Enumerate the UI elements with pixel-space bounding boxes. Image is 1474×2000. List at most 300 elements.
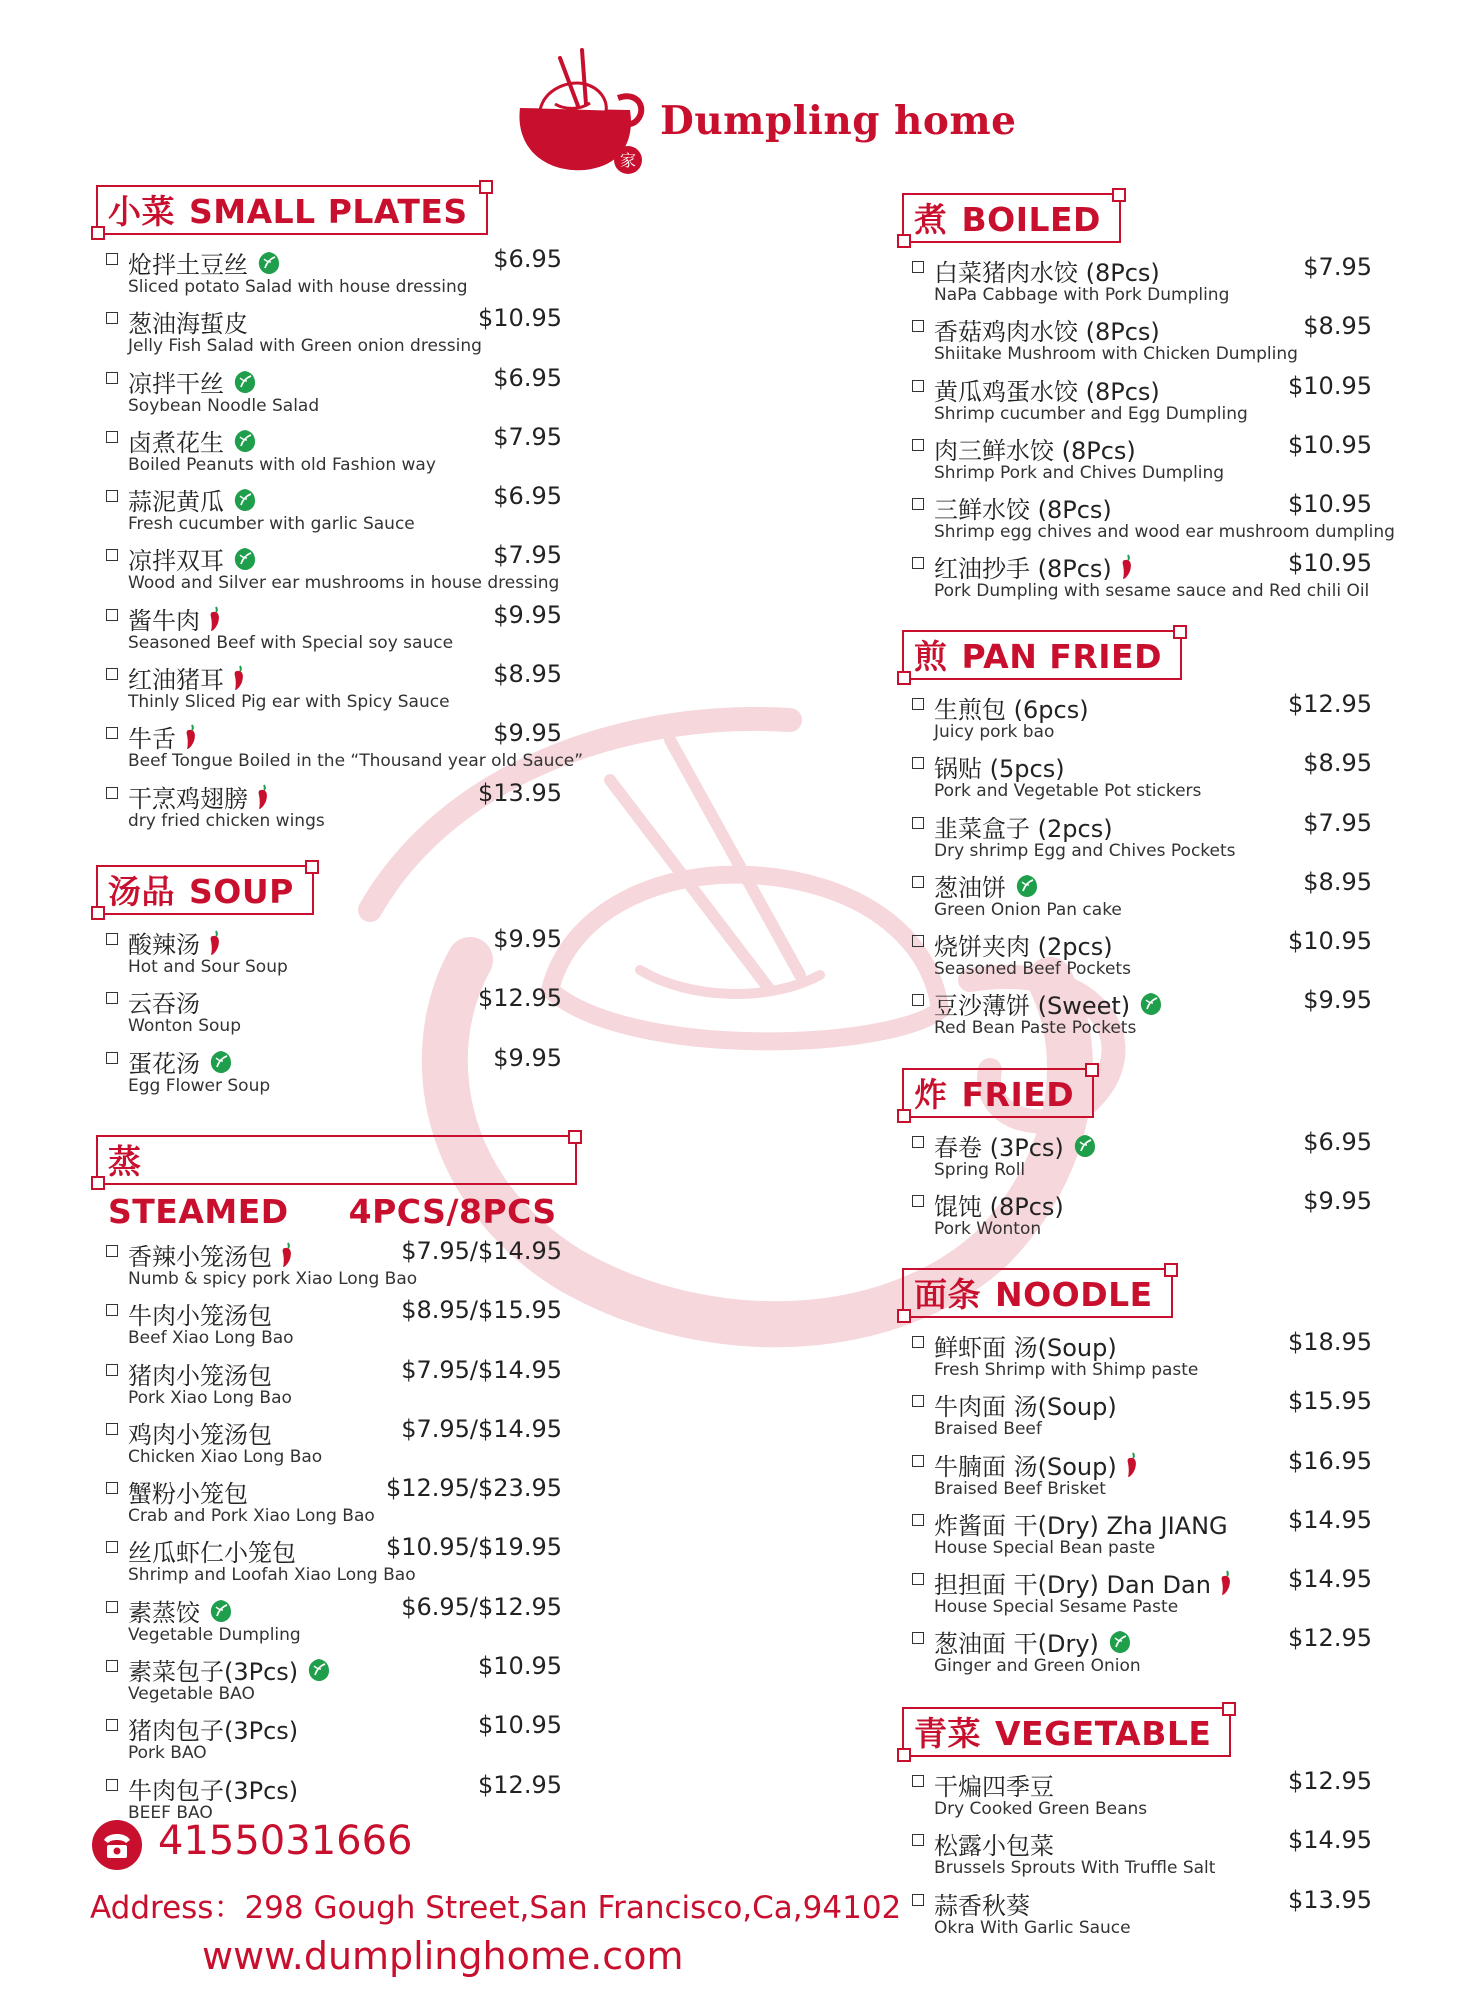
checkbox[interactable] [912,1632,924,1644]
menu-item [96,601,562,660]
logo-char: 家 [619,151,637,170]
section-title-cn: 小菜 [108,192,175,231]
menu-item [902,1506,1372,1565]
header-corner-ornament [91,226,105,240]
item-name-text: 葱油饼 [934,873,1006,902]
section-title-cn: 煎 [914,637,948,676]
menu-item [902,1187,1372,1246]
section-title-cn: 汤品 [108,872,175,911]
item-name-text: 牛腩面 汤(Soup) [934,1452,1117,1481]
section-title-extra: 4PCS/8PCS [348,1192,557,1231]
veg-icon [232,428,258,454]
header-corner-ornament [1164,1263,1178,1277]
item-description: House Special Sesame Paste [934,1597,1179,1618]
menu-item [902,1826,1372,1885]
item-name-text: 松露小包菜 [934,1832,1054,1861]
menu-item [96,779,562,838]
item-name-text: 素菜包子(3Pcs) [128,1658,299,1687]
item-price: $7.95 [493,541,562,570]
item-name-text: 牛肉面 汤(Soup) [934,1393,1117,1422]
item-price: $7.95/$14.95 [401,1414,562,1443]
menu-item [96,925,562,984]
item-name-text: 肉三鲜水饺 (8Pcs) [934,436,1136,465]
item-name-text: 白菜猪肉水饺 (8Pcs) [934,259,1160,287]
checkbox[interactable] [912,994,924,1006]
item-name-text: 猪肉包子(3Pcs) [128,1717,299,1746]
menu-item [902,1447,1372,1506]
checkbox[interactable] [912,817,924,829]
item-price: $10.95/$19.95 [385,1533,562,1562]
veg-icon [1072,1133,1098,1165]
item-price: $7.95 [493,422,562,451]
menu-item [96,304,562,363]
section-header-pan-fried [902,630,1182,680]
section-header-small-plates [96,185,488,235]
section-title-en: FRIED [961,1075,1075,1114]
section-noodle [902,1268,1372,1684]
menu-item-list [96,245,584,838]
header-corner-ornament [897,1309,911,1323]
header-corner-ornament [1085,1063,1099,1077]
item-description: Shrimp Pork and Chives Dumpling [934,462,1225,483]
checkbox[interactable] [912,380,924,392]
veg-icon [208,1049,234,1075]
item-price: $7.95 [1303,808,1372,837]
menu-item-list [96,1237,562,1830]
section-title-en: VEGETABLE [995,1714,1212,1753]
item-price: $9.95 [1303,1187,1372,1216]
item-price: $6.95/$12.95 [401,1592,562,1621]
item-price: $10.95 [1288,430,1372,459]
menu-item [902,490,1395,549]
item-description: Spring Roll [934,1160,1026,1180]
item-description: Red Bean Paste Pockets [934,1018,1137,1039]
item-description: Sliced potato Salad with house dressing [128,277,468,297]
header-corner-ornament [1112,188,1126,202]
item-price: $7.95 [1303,253,1372,281]
item-description: Juicy pork bao [934,722,1055,742]
item-description: Pork Xiao Long Bao [128,1387,292,1408]
checkbox[interactable] [912,1195,924,1207]
section-pan-fried [902,630,1372,1046]
item-description: Shrimp and Loofah Xiao Long Bao [128,1565,416,1586]
veg-icon [1107,1629,1133,1655]
checkbox[interactable] [912,1455,924,1467]
menu-item [902,1128,1372,1187]
item-name-text: 红油抄手 (8Pcs) [934,555,1112,584]
menu-item [96,1356,562,1415]
header-corner-ornament [305,860,319,874]
header-corner-ornament [479,180,493,194]
checkbox[interactable] [912,261,924,273]
item-description: Pork and Vegetable Pot stickers [934,781,1202,802]
item-description: Pork BAO [128,1743,207,1764]
item-name-text: 红油猪耳 [128,666,224,695]
item-name-text: 干煸四季豆 [934,1773,1054,1801]
checkbox[interactable] [912,757,924,769]
item-name-text: 炝拌土豆丝 [128,251,248,279]
item-name [934,312,1160,347]
checkbox[interactable] [106,668,118,680]
item-name [934,809,1113,844]
item-name-text: 酸辣汤 [128,931,200,959]
item-name [128,1711,298,1746]
item-price: $8.95 [1303,312,1372,341]
menu-item [902,809,1372,868]
chili-icon [1120,553,1134,581]
item-description: Boiled Peanuts with old Fashion way [128,454,436,475]
item-name [934,749,1065,784]
chili-icon [208,605,222,633]
item-price: $12.95 [1288,1624,1372,1653]
chili-icon [1125,1451,1139,1485]
checkbox[interactable] [106,312,118,324]
menu-item-list [902,1328,1372,1684]
menu-item [902,1387,1372,1446]
item-name [934,1886,1030,1921]
checkbox[interactable] [912,876,924,888]
checkbox[interactable] [912,498,924,510]
menu-item [96,1593,562,1652]
menu-item [902,1328,1372,1387]
item-name [128,1296,272,1331]
item-description: Soybean Noodle Salad [128,395,320,416]
item-price: $12.95/$23.95 [385,1474,562,1503]
checkbox[interactable] [912,1834,924,1846]
checkbox[interactable] [106,1052,118,1064]
chili-icon [184,723,198,751]
checkbox[interactable] [912,1775,924,1787]
item-description: Thinly Sliced Pig ear with Spicy Sauce [128,692,450,713]
item-name [934,1767,1054,1802]
item-price: $13.95 [1288,1885,1372,1914]
checkbox[interactable] [106,1541,118,1553]
phone-number[interactable]: 4155031666 [158,1818,413,1864]
item-description: Jelly Fish Salad with Green onion dressing [128,336,482,357]
menu-item [96,1296,562,1355]
item-name-text: 三鲜水饺 (8Pcs) [934,496,1112,525]
menu-item [96,1533,562,1592]
menu-item [96,719,584,778]
item-price: $10.95 [478,1652,562,1681]
item-description: Braised Beef Brisket [934,1478,1106,1499]
section-title-cn: 青菜 [914,1714,981,1753]
item-description: Chicken Xiao Long Bao [128,1446,323,1467]
header-corner-ornament [897,1748,911,1762]
checkbox[interactable] [106,1423,118,1435]
item-description: House Special Bean paste [934,1537,1156,1558]
chili-icon [208,929,222,957]
menu-item [902,1624,1372,1683]
item-price: $10.95 [478,1711,562,1740]
item-name [934,431,1136,466]
veg-icon [306,1657,332,1689]
item-description: Egg Flower Soup [128,1075,271,1096]
item-description: Dry Cooked Green Beans [934,1799,1148,1819]
item-price: $12.95 [478,1770,562,1799]
section-title-en: SOUP [189,872,294,911]
menu-item [902,1565,1372,1624]
checkbox[interactable] [106,549,118,561]
checkbox[interactable] [106,1719,118,1731]
item-name-text: 酱牛肉 [128,606,200,635]
menu-item [96,660,562,719]
item-price: $10.95 [1288,927,1372,956]
item-name-text: 韭菜盒子 (2pcs) [934,814,1113,843]
menu-item [902,549,1372,608]
header-corner-ornament [1173,625,1187,639]
item-name-text: 蒜泥黄瓜 [128,488,224,517]
veg-icon [306,1657,332,1683]
item-price: $10.95 [1288,371,1372,400]
checkbox[interactable] [106,253,118,265]
item-name [934,1187,1064,1222]
menu-item [902,431,1372,490]
item-name-text: 卤煮花生 [128,428,224,457]
item-name-text: 蒜香秋葵 [934,1891,1030,1920]
checkbox[interactable] [106,609,118,621]
section-soup [96,865,562,1103]
checkbox[interactable] [106,490,118,502]
section-title-en: NOODLE [995,1275,1153,1314]
item-price: $9.95 [493,719,562,748]
item-name-text: 香辣小笼汤包 [128,1243,272,1271]
item-name [128,1533,296,1568]
section-title-en: PAN FRIED [961,637,1162,676]
section-title-cn: 炸 [914,1075,948,1114]
checkbox[interactable] [912,1395,924,1407]
menu-item [902,986,1372,1045]
item-price: $8.95 [1303,749,1372,778]
item-description: dry fried chicken wings [128,810,325,831]
veg-icon [232,487,258,513]
menu-item [96,541,562,600]
item-name-text: 干烹鸡翅膀 [128,784,248,813]
section-header-vegetable [902,1707,1231,1757]
header-corner-ornament [568,1130,582,1144]
checkbox[interactable] [912,698,924,710]
section-header-noodle [902,1268,1173,1318]
checkbox[interactable] [912,1336,924,1348]
veg-icon [232,369,258,395]
website-link[interactable]: www.dumplinghome.com [202,1934,684,1978]
item-name-text: 蟹粉小笼包 [128,1480,248,1509]
item-price: $7.95/$14.95 [401,1237,562,1265]
checkbox[interactable] [912,935,924,947]
section-fried [902,1068,1372,1247]
item-name [128,304,248,339]
item-name [934,372,1160,407]
menu-item [96,1652,562,1711]
item-price: $9.95 [493,925,562,953]
checkbox[interactable] [106,372,118,384]
veg-icon [1014,873,1040,899]
header-corner-ornament [1222,1702,1236,1716]
checkbox[interactable] [106,1601,118,1613]
menu-item [96,245,562,304]
menu-item [96,423,562,482]
checkbox[interactable] [106,727,118,739]
header-corner-ornament [897,671,911,685]
phone-icon [90,1818,144,1872]
checkbox[interactable] [106,1779,118,1791]
item-name-text: 担担面 干(Dry) Dan Dan [934,1571,1211,1600]
chili-icon [256,783,270,811]
menu-item [902,927,1372,986]
menu-item [96,482,562,541]
header-corner-ornament [897,1109,911,1123]
checkbox[interactable] [106,1482,118,1494]
item-name-text: 牛肉包子(3Pcs) [128,1776,299,1805]
menu-item-list [902,253,1395,609]
veg-icon [208,1598,234,1624]
menu-item [96,1415,562,1474]
item-name-text: 鸡肉小笼汤包 [128,1420,272,1449]
menu-item-list [902,1128,1372,1247]
item-name-text: 鲜虾面 汤(Soup) [934,1334,1117,1362]
item-price: $8.95 [493,660,562,689]
item-name-text: 猪肉小笼汤包 [128,1361,272,1390]
checkbox[interactable] [106,992,118,1004]
section-title-cn: 面条 [914,1275,981,1314]
menu-item [96,984,562,1043]
header-corner-ornament [91,906,105,920]
item-price: $7.95/$14.95 [401,1355,562,1384]
menu-item [902,749,1372,808]
checkbox[interactable] [106,933,118,945]
item-price: $8.95 [1303,867,1372,896]
veg-icon [232,546,258,572]
item-description: Crab and Pork Xiao Long Bao [128,1506,375,1527]
item-description: BEEF BAO [128,1802,213,1823]
menu-item [902,312,1372,371]
section-title-cn: 煮 [914,200,948,239]
section-title-en: SMALL PLATES [189,192,468,231]
item-name [934,490,1112,525]
brand-name: Dumpling home [660,98,1017,144]
item-price: $13.95 [478,778,562,807]
item-description: NaPa Cabbage with Pork Dumpling [934,285,1230,305]
menu-item [902,372,1372,431]
veg-icon [1138,991,1164,1023]
checkbox[interactable] [106,431,118,443]
item-price: $8.95/$15.95 [401,1296,562,1325]
item-name-text: 馄饨 (8Pcs) [934,1193,1064,1222]
menu-item-list [902,1767,1372,1945]
item-description: Seasoned Beef Pockets [934,959,1131,980]
item-price: $14.95 [1288,1505,1372,1534]
checkbox[interactable] [912,1894,924,1906]
item-name-text: 云吞汤 [128,990,200,1019]
item-name [128,1415,272,1450]
item-price: $10.95 [1288,549,1372,578]
checkbox[interactable] [912,320,924,332]
section-header-boiled [902,193,1121,243]
item-description: Fresh Shrimp with Shimp paste [934,1360,1199,1380]
item-description: Shrimp egg chives and wood ear mushroom dumpling [934,522,1395,543]
item-description: Vegetable Dumpling [128,1624,301,1645]
item-name-text: 葱油面 干(Dry) [934,1630,1099,1659]
checkbox[interactable] [912,1514,924,1526]
item-name [128,1771,298,1806]
veg-icon [1138,991,1164,1017]
veg-icon [1072,1133,1098,1159]
item-description: Dry shrimp Egg and Chives Pockets [934,840,1236,861]
item-description: Vegetable BAO [128,1684,255,1705]
section-boiled [902,193,1395,609]
menu-item [96,1474,562,1533]
header-corner-ornament [91,1176,105,1190]
item-name [934,690,1089,725]
item-description: Green Onion Pan cake [934,899,1122,920]
item-price: $16.95 [1288,1446,1372,1475]
menu-item-list [96,925,562,1103]
section-header-soup [96,865,314,915]
item-price: $6.95 [493,245,562,273]
chili-icon [1219,1569,1233,1597]
item-price: $14.95 [1288,1565,1372,1594]
chili-icon [1219,1569,1233,1603]
item-name [934,253,1160,288]
checkbox[interactable] [912,557,924,569]
item-description: Braised Beef [934,1419,1042,1440]
checkbox[interactable] [912,1573,924,1585]
section-vegetable [902,1707,1372,1945]
item-description: Ginger and Green Onion [934,1656,1141,1677]
item-name-text: 葱油海蜇皮 [128,310,248,339]
checkbox[interactable] [912,1136,924,1148]
section-title-en: BOILED [961,200,1101,239]
item-price: $14.95 [1288,1826,1372,1855]
item-price: $9.95 [493,600,562,629]
checkbox[interactable] [106,1245,118,1257]
item-price: $6.95 [493,482,562,511]
item-price: $10.95 [1288,490,1372,519]
item-description: Pork Wonton [934,1219,1042,1240]
item-name-text: 黄瓜鸡蛋水饺 (8Pcs) [934,377,1160,406]
logo-bowl-icon [500,48,650,178]
header-corner-ornament [897,234,911,248]
menu-item [96,1237,562,1296]
menu-item [902,868,1372,927]
item-name-text: 锅贴 (5pcs) [934,755,1065,784]
item-name [934,1328,1117,1363]
item-description: Wonton Soup [128,1016,241,1037]
item-description: Okra With Garlic Sauce [934,1917,1131,1938]
item-description: Seasoned Beef with Special soy sauce [128,632,454,653]
item-price: $12.95 [1288,1767,1372,1795]
section-title-cn: 蒸 [108,1142,142,1181]
item-name [934,1387,1117,1422]
item-name-text: 春卷 (3Pcs) [934,1134,1064,1162]
item-name-text: 素蒸饺 [128,1598,200,1627]
section-header-steamed [96,1135,577,1231]
checkbox[interactable] [106,1364,118,1376]
checkbox[interactable] [106,1660,118,1672]
checkbox[interactable] [106,787,118,799]
checkbox[interactable] [106,1304,118,1316]
item-name [934,1826,1054,1861]
chili-icon [1125,1451,1139,1479]
item-description: Brussels Sprouts With Truffle Salt [934,1858,1216,1879]
item-name-text: 豆沙薄饼 (Sweet) [934,992,1131,1021]
item-price: $9.95 [493,1043,562,1072]
item-name-text: 凉拌双耳 [128,547,224,576]
item-description: Pork Dumpling with sesame sauce and Red chili Oil [934,581,1370,602]
menu-item [902,253,1372,312]
item-name-text: 凉拌干丝 [128,369,224,398]
checkbox[interactable] [912,439,924,451]
